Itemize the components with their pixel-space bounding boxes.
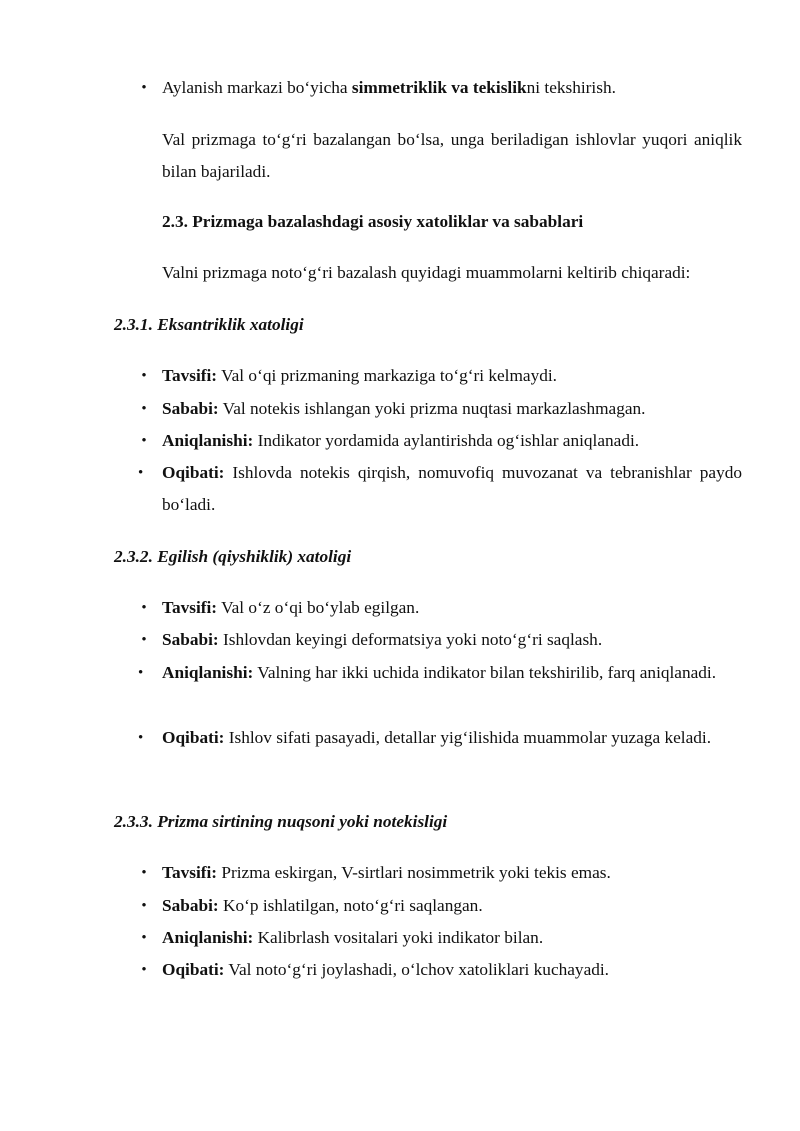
item-label: Oqibati:: [162, 960, 225, 979]
subsection-heading: 2.3.1. Eksantriklik xatoligi: [114, 315, 304, 334]
list-item: [141, 425, 742, 457]
list-item: [141, 890, 742, 922]
list-item: [141, 624, 742, 656]
item-label: Aniqlanishi:: [162, 928, 254, 947]
subsection-heading: 2.3.3. Prizma sirtining nuqsoni yoki notekisligi: [114, 812, 448, 831]
item-label: Oqibati:: [162, 728, 225, 747]
item-text: Ko‘p ishlatilgan, noto‘g‘ri saqlangan.: [218, 896, 483, 915]
list-item: [138, 657, 742, 689]
item-text: Ishlov sifati pasayadi, detallar yig‘ilishida muammolar yuzaga keladi.: [224, 728, 712, 747]
bullet-icon: •: [141, 80, 147, 96]
subsection-heading: 2.3.2. Egilish (qiyshiklik) xatoligi: [114, 547, 352, 566]
intro-bullet-text-before: Aylanish markazi bo‘yicha: [162, 78, 352, 97]
section-heading: 2.3. Prizmaga bazalashdagi asosiy xatoliklar va sabablari: [162, 212, 584, 231]
bullet-icon: •: [138, 465, 144, 481]
item-text: Val o‘z o‘qi bo‘ylab egilgan.: [217, 598, 420, 617]
item-text: Val notekis ishlangan yoki prizma nuqtasi markazlashmagan.: [218, 399, 646, 418]
item-label: Aniqlanishi:: [162, 431, 254, 450]
list-item: [138, 457, 742, 521]
item-label: Aniqlanishi:: [162, 663, 254, 682]
bullet-icon: •: [138, 730, 144, 746]
item-label: Oqibati:: [162, 463, 225, 482]
item-label: Sababi:: [162, 896, 219, 915]
item-label: Tavsifi:: [162, 366, 218, 385]
item-label: Sababi:: [162, 630, 219, 649]
item-text: Kalibrlash vositalari yoki indikator bilan.: [253, 928, 544, 947]
bullet-icon: •: [141, 865, 147, 881]
list-item: [141, 393, 742, 425]
list-item: [141, 360, 742, 392]
item-label: Sababi:: [162, 399, 219, 418]
bullet-icon: •: [141, 632, 147, 648]
intro-paragraph: Val prizmaga to‘g‘ri bazalangan bo‘lsa, unga beriladigan ishlovlar yuqori aniqlik bilan bajariladi.: [162, 130, 742, 181]
list-item: [141, 922, 742, 954]
intro-bullet-text-after: ni tekshirish.: [526, 78, 616, 97]
bullet-icon: •: [141, 898, 147, 914]
item-text: Ishlovda notekis qirqish, nomuvofiq muvozanat va tebranishlar paydo bo‘ladi.: [162, 463, 742, 514]
item-text: Prizma eskirgan, V-sirtlari nosimmetrik yoki tekis emas.: [217, 863, 611, 882]
bullet-icon: •: [141, 962, 147, 978]
bullet-icon: •: [141, 401, 147, 417]
list-item: [141, 857, 742, 889]
section-intro: Valni prizmaga noto‘g‘ri bazalash quyidagi muammolarni keltirib chiqaradi:: [162, 263, 691, 282]
list-item: [138, 722, 742, 754]
bullet-icon: •: [141, 930, 147, 946]
item-text: Indikator yordamida aylantirishda og‘ishlar aniqlanadi.: [253, 431, 640, 450]
list-item: [141, 72, 742, 104]
bullet-icon: •: [138, 665, 144, 681]
list-item: [141, 592, 742, 624]
item-text: Val noto‘g‘ri joylashadi, o‘lchov xatoliklari kuchayadi.: [224, 960, 609, 979]
item-text: Val o‘qi prizmaning markaziga to‘g‘ri kelmaydi.: [217, 366, 557, 385]
bullet-icon: •: [141, 600, 147, 616]
bullet-icon: •: [141, 433, 147, 449]
item-label: Tavsifi:: [162, 598, 218, 617]
item-label: Tavsifi:: [162, 863, 218, 882]
bullet-icon: •: [141, 368, 147, 384]
item-text: Valning har ikki uchida indikator bilan tekshirilib, farq aniqlanadi.: [253, 663, 717, 682]
list-item: [141, 954, 742, 986]
intro-bullet-text-bold: simmetriklik va tekislik: [351, 78, 527, 97]
item-text: Ishlovdan keyingi deformatsiya yoki noto‘g‘ri saqlash.: [218, 630, 603, 649]
